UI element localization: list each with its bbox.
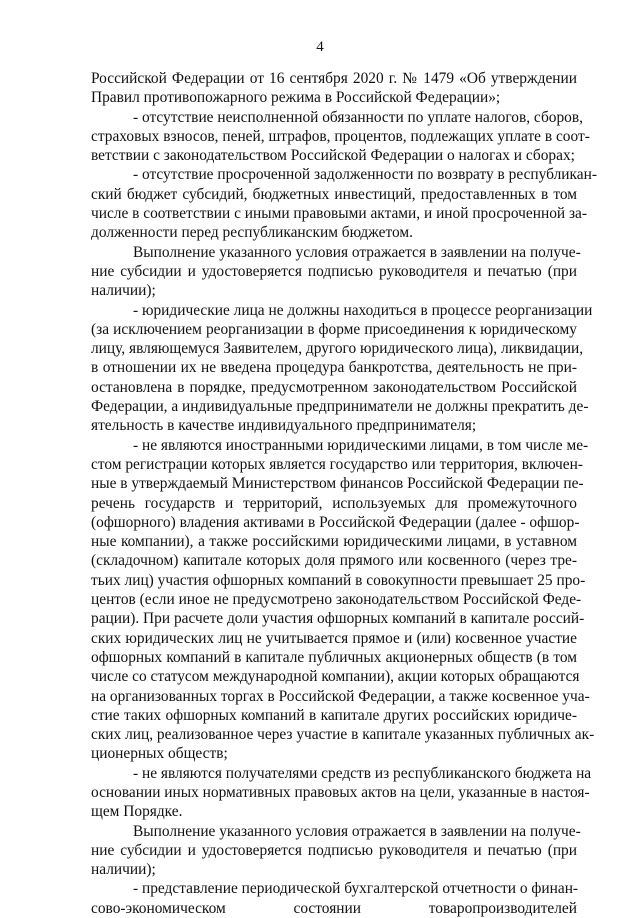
text-line: в отношении их не введена процедура банкротства, деятельность не при- bbox=[91, 359, 577, 377]
text-line: ский бюджет субсидий, бюджетных инвестиций, предоставленных в том bbox=[91, 185, 577, 203]
text-line: на организованных торгах в Российской Федерации, а также косвенное уча- bbox=[91, 687, 590, 705]
text-line: офшорных компаний в капитале публичных акционерных обществ (в том bbox=[91, 648, 577, 666]
text-line: - не являются иностранными юридическими лицами, в том числе ме- bbox=[133, 436, 589, 454]
text-line: ные компании), а также российскими юридическими лицами, в уставном bbox=[91, 533, 577, 551]
text-line: наличии); bbox=[91, 282, 156, 300]
text-line: страховых взносов, пеней, штрафов, процентов, подлежащих уплате в соот- bbox=[91, 127, 590, 145]
text-line: (офшорного) владения активами в Российской Федерации (далее - офшор- bbox=[91, 513, 580, 531]
text-line: Российской Федерации от 16 сентября 2020 г. № 1479 «Об утверждении bbox=[91, 70, 577, 87]
text-line: числе в соответствии с иными правовыми актами, и иной просроченной за- bbox=[91, 205, 588, 223]
text-line: долженности перед республиканским бюджетом. bbox=[91, 224, 413, 242]
text-line: рации). При расчете доли участия офшорных компаний в капитале россий- bbox=[91, 610, 585, 628]
text-line: - не являются получателями средств из республиканского бюджета на bbox=[133, 764, 592, 782]
text-line: Выполнение указанного условия отражается в заявлении на получе- bbox=[133, 243, 581, 261]
text-line: ние субсидии и удостоверяется подписью руководителя и печатью (при bbox=[91, 262, 577, 280]
text-line: - юридические лица не должны находиться в процессе реорганизации bbox=[133, 301, 593, 319]
text-line: (складочном) капитале которых доля прямого или косвенного (через тре- bbox=[91, 552, 577, 570]
text-line: ные в утверждаемый Министерством финансов Российской Федерации пе- bbox=[91, 475, 584, 493]
text-line: - представление периодической бухгалтерской отчетности о финан- bbox=[133, 880, 579, 898]
text-line: - отсутствие неисполненной обязанности по уплате налогов, сборов, bbox=[133, 108, 583, 126]
text-line: - отсутствие просроченной задолженности по возврату в республикан- bbox=[133, 166, 597, 184]
text-line: Выполнение указанного условия отражается в заявлении на получе- bbox=[133, 822, 581, 840]
text-line: ятельность в качестве индивидуального предпринимателя; bbox=[91, 417, 477, 435]
text-line: ние субсидии и удостоверяется подписью руководителя и печатью (при bbox=[91, 841, 577, 859]
text-line: ционерных обществ; bbox=[91, 745, 228, 763]
text-line: речень государств и территорий, используемых для промежуточного bbox=[91, 494, 577, 512]
text-line: ских юридических лиц не учитывается прямое и (или) косвенное участие bbox=[91, 629, 577, 647]
page-number: 4 bbox=[316, 39, 324, 55]
text-line: числе со статусом международной компании), акции которых обращаются bbox=[91, 668, 580, 686]
document-body bbox=[91, 69, 597, 918]
text-line: щем Порядке. bbox=[91, 803, 183, 821]
text-line: сово-экономическом состоянии товаропроизводителей bbox=[91, 899, 577, 917]
text-line: остановлена в порядке, предусмотренном законодательством Российской bbox=[91, 378, 577, 396]
text-line: Федерации, а индивидуальные предприниматели не должны прекратить де- bbox=[91, 398, 589, 416]
text-line: лицу, являющемуся Заявителем, другого юридического лица), ликвидации, bbox=[91, 340, 584, 358]
text-line: тьих лиц) участия офшорных компаний в совокупности превышает 25 про- bbox=[91, 571, 586, 589]
text-line: основании иных нормативных правовых актов на цели, указанные в настоя- bbox=[91, 783, 590, 801]
text-line: (за исключением реорганизации в форме присоединения к юридическому bbox=[91, 320, 577, 338]
text-line: ветствии с законодательством Российской Федерации о налогах и сборах; bbox=[91, 147, 575, 165]
text-line: стие таких офшорных компаний в капитале других российских юридиче- bbox=[91, 706, 577, 724]
text-line: ских лиц, реализованное через участие в капитале указанных публичных ак- bbox=[91, 726, 595, 744]
text-line: наличии); bbox=[91, 861, 156, 879]
text-line: Правил противопожарного режима в Российской Федерации»; bbox=[91, 89, 501, 107]
text-line: центов (если иное не предусмотрено законодательством Российской Феде- bbox=[91, 591, 582, 609]
text-line: стом регистрации которых является государство или территория, включен- bbox=[91, 455, 583, 473]
